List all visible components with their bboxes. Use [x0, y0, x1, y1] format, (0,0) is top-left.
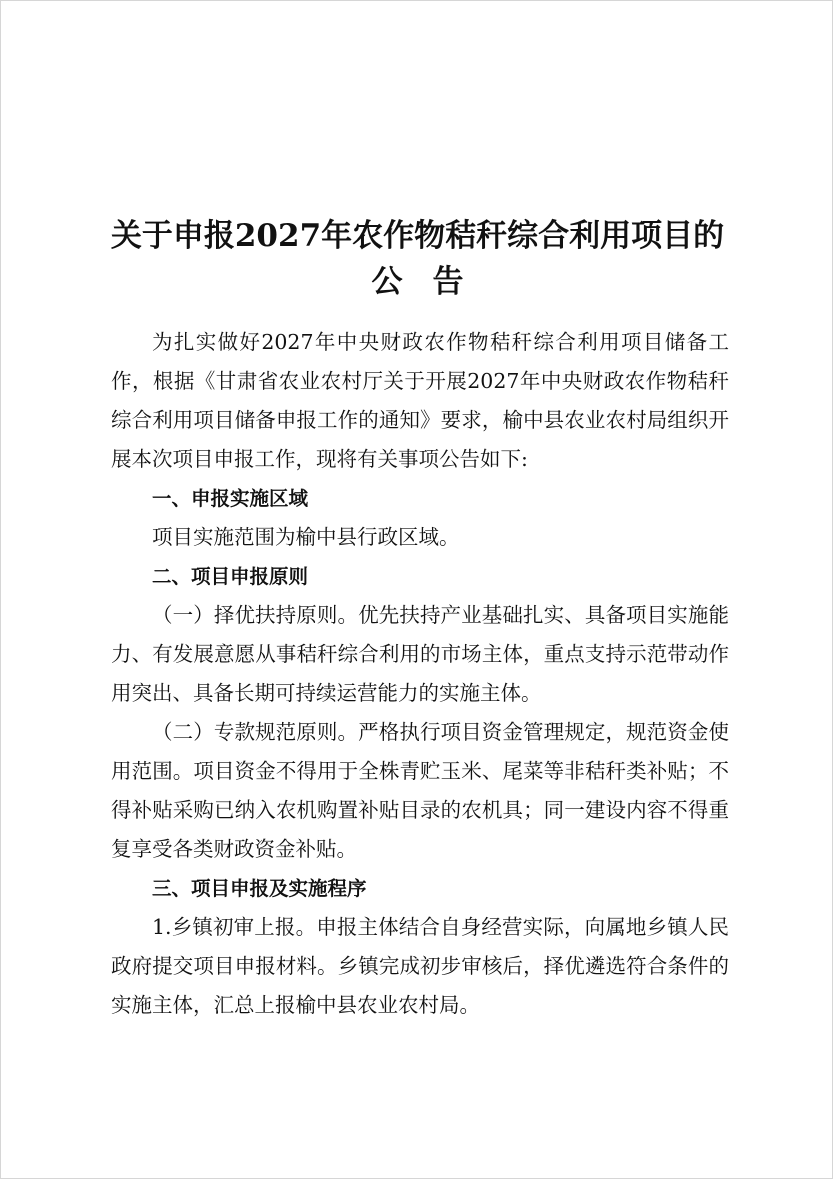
- document-page: [1, 1, 833, 1180]
- section1-paragraph: 项目实施范围为榆中县行政区域。: [152, 525, 460, 549]
- document-title-line2: 公告: [371, 264, 494, 300]
- section3-item1-paragraph: 1.乡镇初审上报。申报主体结合自身经营实际，向属地乡镇人民政府提交项目申报材料。乡镇完成初步审核后，择优遴选符合条件的实施主体，汇总上报榆中县农业农村局。: [111, 915, 729, 1017]
- document-body: [111, 323, 729, 1025]
- section2-item2-paragraph: （二）专款规范原则。严格执行项目资金管理规定，规范资金使用范围。项目资金不得用于全株青贮玉米、尾菜等非秸秆类补贴；不得补贴采购已纳入农机购置补贴目录的农机具；同一建设内容不得重复享受各类财政资金补贴。: [111, 720, 729, 861]
- section2-heading: 二、项目申报原则: [151, 565, 308, 588]
- document-title-line1: 关于申报2027年农作物秸秆综合利用项目的: [110, 218, 725, 254]
- intro-paragraph: 为扎实做好2027年中央财政农作物秸秆综合利用项目储备工作，根据《甘肃省农业农村厅关于开展2027年中央财政农作物秸秆综合利用项目储备申报工作的通知》要求，榆中县农业农村局组织开展本次项目申报工作，现将有关事项公告如下:: [111, 330, 729, 471]
- section2-item1-paragraph: （一）择优扶持原则。优先扶持产业基础扎实、具备项目实施能力、有发展意愿从事秸秆综合利用的市场主体，重点支持示范带动作用突出、具备长期可持续运营能力的实施主体。: [111, 603, 729, 705]
- section3-heading: 三、项目申报及实施程序: [151, 877, 367, 900]
- section1-heading: 一、申报实施区域: [151, 487, 308, 510]
